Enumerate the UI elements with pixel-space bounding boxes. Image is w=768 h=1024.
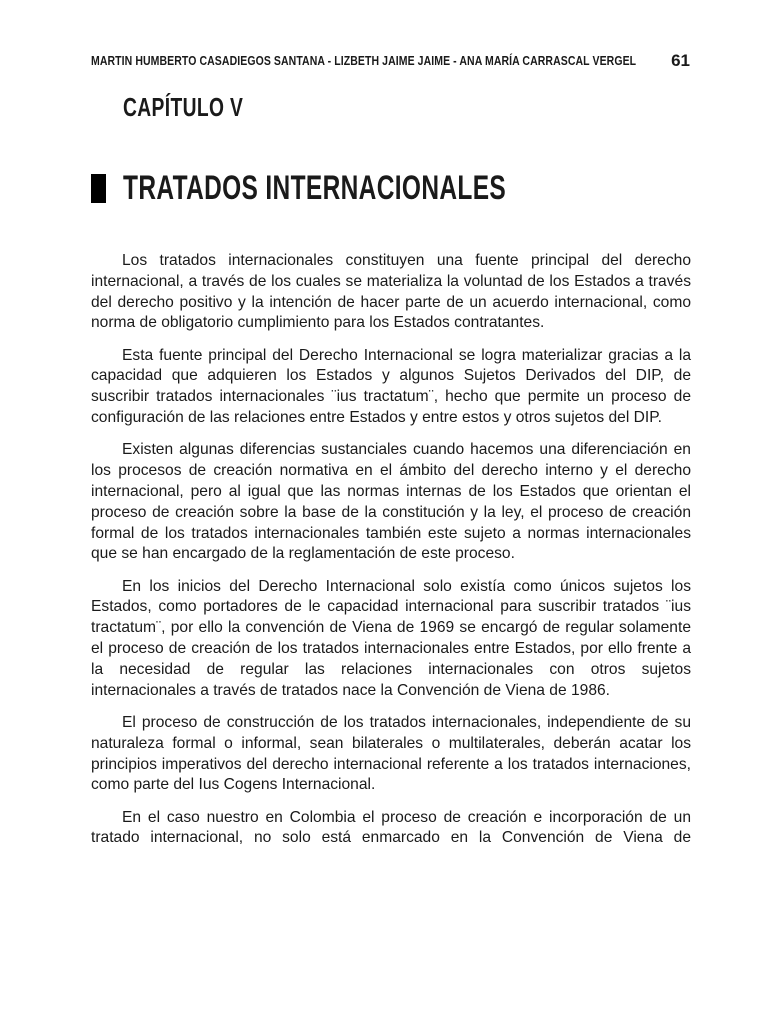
- section-title-bar-icon: [91, 174, 106, 203]
- section-title: TRATADOS INTERNACIONALES: [123, 169, 507, 207]
- paragraph: Los tratados internacionales constituyen una fuente principal del derecho internacional, a través de los cuales se materializa la voluntad de los Estados a través del derecho positivo y la intención de hacer parte de un acuerdo internacional, como norma de obligatorio cumplimiento para los Estados contratantes.: [91, 252, 691, 332]
- paragraph: En los inicios del Derecho Internacional solo existía como únicos sujetos los Estados, como portadores de le capacidad internacional para suscribir tratados ¨ius tractatum¨, por ello la convención de Viena de 1969 se encargó de regular solamente el proceso de creación de los tratados internacionales entre Estados, por ello frente a la necesidad de regular las relaciones internacionales con otros sujetos internacionales a través de tratados nace la Convención de Viena de 1986.: [91, 577, 691, 699]
- section-title-block: [91, 168, 691, 208]
- chapter-heading: CAPÍTULO V: [123, 92, 244, 122]
- paragraph: En el caso nuestro en Colombia el proceso de creación e incorporación de un tratado internacional, no solo está enmarcado en la Convención de Viena de: [91, 808, 691, 847]
- body-text: [91, 251, 691, 861]
- running-header-authors: MARTIN HUMBERTO CASADIEGOS SANTANA - LIZBETH JAIME JAIME - ANA MARÍA CARRASCAL VERGEL: [91, 54, 637, 68]
- running-header: [91, 51, 691, 73]
- paragraph: Esta fuente principal del Derecho Internacional se logra materializar gracias a la capacidad que adquieren los Estados y algunos Sujetos Derivados del DIP, de suscribir tratados internacionales ¨ius tractatum¨, hecho que permite un proceso de configuración de las relaciones entre Estados y entre estos y otros sujetos del DIP.: [91, 346, 691, 427]
- page-number: 61: [671, 51, 690, 70]
- paragraph: Existen algunas diferencias sustanciales cuando hacemos una diferenciación en los procesos de creación normativa en el ámbito del derecho interno y el derecho internacional, pero al igual que las normas internas de los Estados que orientan el proceso de creación sobre la base de la constitución y la ley, el proceso de creación formal de los tratados internacionales también este sujeto a normas internacionales que se han encargado de la reglamentación de este proceso.: [91, 441, 691, 563]
- paragraph: El proceso de construcción de los tratados internacionales, independiente de su naturaleza formal o informal, sean bilaterales o multilaterales, deberán acatar los principios imperativos del derecho internacional referente a los tratados internaciones, como parte del Ius Cogens Internacional.: [91, 713, 691, 794]
